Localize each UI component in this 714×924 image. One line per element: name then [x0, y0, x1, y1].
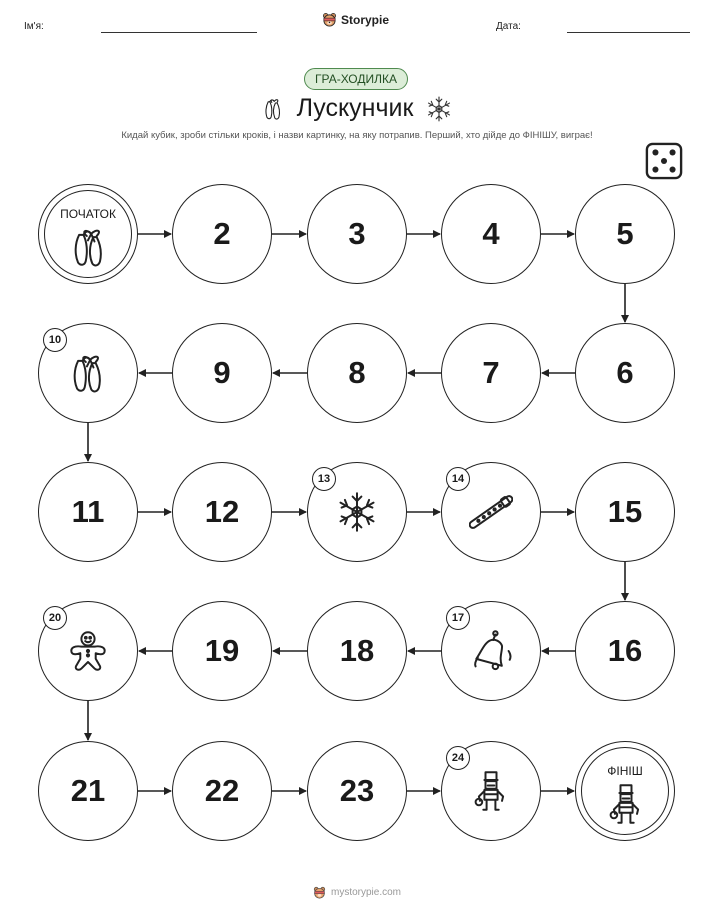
board-cell-7	[441, 323, 541, 423]
board-cell-6	[575, 323, 675, 423]
cell-number: 3	[348, 216, 366, 251]
footer-url[interactable]: mystorypie.com	[330, 887, 401, 898]
date-label: Дата:	[496, 21, 521, 32]
board-cell-13	[307, 462, 407, 562]
finish-cell	[575, 741, 675, 841]
snowflake-icon	[335, 490, 379, 534]
cell-number: 23	[339, 773, 375, 808]
cell-number: 18	[339, 633, 375, 668]
cell-number: 8	[348, 355, 366, 390]
game-type-badge: ГРА-ХОДИЛКА	[304, 68, 408, 90]
cell-number-badge: 20	[43, 606, 67, 630]
cell-number: 9	[213, 355, 231, 390]
board-cell-11	[38, 462, 138, 562]
storypie-bear-footer-icon	[313, 886, 326, 899]
cell-number: 16	[607, 633, 643, 668]
cell-number: 22	[204, 773, 240, 808]
instructions: Кидай кубик, зроби стільки кроків, і назви картинку, на яку потрапив. Перший, хто дійде до ФІНІШУ, виграє!	[121, 130, 593, 141]
bell-icon	[469, 629, 513, 673]
board-cell-14	[441, 462, 541, 562]
board-cell-9	[172, 323, 272, 423]
cell-number: 11	[71, 494, 105, 529]
title-text: Лускунчик	[296, 94, 414, 122]
ballet-shoes-icon	[67, 225, 111, 269]
cell-number: 7	[482, 355, 500, 390]
board-cell-21	[38, 741, 138, 841]
ballet-shoes-icon	[66, 351, 110, 395]
brand-name: Storypie	[341, 12, 390, 27]
cell-number: 19	[204, 633, 240, 668]
flute-icon	[469, 490, 513, 534]
board-cell-8	[307, 323, 407, 423]
board-cell-19	[172, 601, 272, 701]
cell-number-badge: 13	[312, 467, 336, 491]
cell-number: 15	[607, 494, 643, 529]
board-cell-2	[172, 184, 272, 284]
board-cell-20	[38, 601, 138, 701]
board-cell-4	[441, 184, 541, 284]
cell-number-badge: 10	[43, 328, 67, 352]
board-cell-24	[441, 741, 541, 841]
cell-number: 6	[616, 355, 634, 390]
board-cell-5	[575, 184, 675, 284]
cell-number: 4	[482, 216, 500, 251]
finish-label: ФІНІШ	[607, 764, 643, 778]
start-label: ПОЧАТОК	[60, 207, 116, 221]
cell-number-badge: 14	[446, 467, 470, 491]
cell-number-badge: 17	[446, 606, 470, 630]
board-cell-15	[575, 462, 675, 562]
name-label: Ім'я:	[24, 21, 44, 32]
cell-number: 21	[70, 773, 106, 808]
board-cell-17	[441, 601, 541, 701]
cell-number-badge: 24	[446, 746, 470, 770]
nutcracker-icon	[604, 782, 648, 826]
board-cell-23	[307, 741, 407, 841]
gingerbread-icon	[66, 629, 110, 673]
start-cell	[38, 184, 138, 284]
board-cell-12	[172, 462, 272, 562]
nutcracker-icon	[469, 769, 513, 813]
cell-number: 5	[616, 216, 634, 251]
board-cell-22	[172, 741, 272, 841]
board-cell-18	[307, 601, 407, 701]
footer	[0, 886, 714, 899]
cell-number: 2	[213, 216, 231, 251]
board-cell-16	[575, 601, 675, 701]
board-cell-3	[307, 184, 407, 284]
cell-number: 12	[204, 494, 240, 529]
board-cell-10	[38, 323, 138, 423]
